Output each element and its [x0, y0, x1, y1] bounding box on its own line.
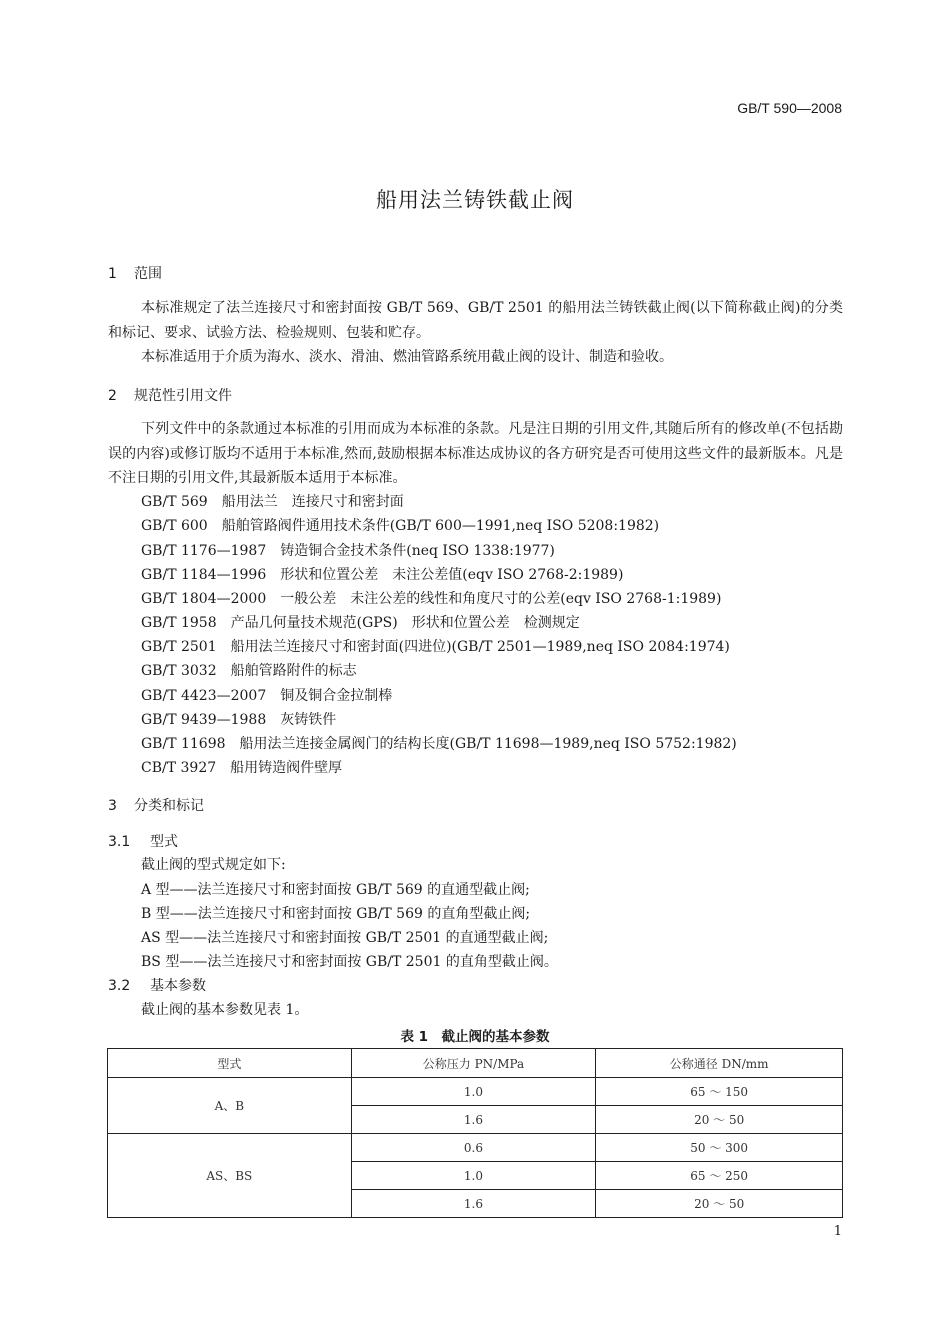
table-cell: 1.0: [351, 1162, 596, 1190]
type-line: BS 型——法兰连接尺寸和密封面按 GB/T 2501 的直角型截止阀。: [141, 954, 558, 970]
table-cell: 1.6: [351, 1190, 596, 1218]
table-cell: 65 ～ 250: [596, 1162, 843, 1190]
table-cell: 20 ～ 50: [596, 1106, 843, 1134]
table-cell-type: A、B: [108, 1078, 352, 1134]
document-title: 船用法兰铸铁截止阀: [376, 188, 574, 212]
reference-item: GB/T 4423—2007 铜及铜合金拉制棒: [141, 688, 393, 704]
reference-item: GB/T 1804—2000 一般公差 未注公差的线性和角度尺寸的公差(eqv ISO 2768-1:1989): [141, 591, 722, 607]
reference-item: CB/T 3927 船用铸造阀件壁厚: [141, 760, 343, 776]
reference-item: GB/T 569 船用法兰 连接尺寸和密封面: [141, 494, 404, 510]
section-3-2-heading: 3.2 基本参数: [108, 978, 206, 994]
reference-item: GB/T 3032 船舶管路附件的标志: [141, 663, 357, 679]
table-header-cell: 公称压力 PN/MPa: [351, 1049, 596, 1078]
section-2-heading: 2 规范性引用文件: [108, 388, 232, 404]
table-header-row: [108, 1049, 843, 1078]
reference-item: GB/T 1958 产品几何量技术规范(GPS) 形状和位置公差 检测规定: [141, 615, 580, 631]
page-number: 1: [833, 1224, 842, 1239]
table-cell: 1.6: [351, 1106, 596, 1134]
table-row: [108, 1134, 843, 1162]
section-3-heading: 3 分类和标记: [108, 798, 204, 814]
reference-item: GB/T 9439—1988 灰铸铁件: [141, 712, 337, 728]
type-line: B 型——法兰连接尺寸和密封面按 GB/T 569 的直角型截止阀;: [141, 906, 531, 922]
type-line: A 型——法兰连接尺寸和密封面按 GB/T 569 的直通型截止阀;: [141, 882, 530, 898]
section-3-1-heading: 3.1 型式: [108, 834, 178, 850]
section-3-2-text: 截止阀的基本参数见表 1。: [141, 1002, 309, 1018]
section-2-paragraph-1: 下列文件中的条款通过本标准的引用而成为本标准的条款。凡是注日期的引用文件,其随后所有的修改单(不包括勘误的内容)或修订版均不适用于本标准,然而,鼓励根据本标准达成协议的各方研究是否可使用这些文件的最新版本。凡是不注日期的引用文件,其最新版本适用于本标准。: [108, 421, 843, 486]
reference-item: GB/T 2501 船用法兰连接尺寸和密封面(四进位)(GB/T 2501—1989,neq ISO 2084:1974): [141, 639, 730, 655]
table-cell: 65 ～ 150: [596, 1078, 843, 1106]
standard-code: GB/T 590—2008: [737, 100, 842, 116]
table-cell: 20 ～ 50: [596, 1190, 843, 1218]
type-line: AS 型——法兰连接尺寸和密封面按 GB/T 2501 的直通型截止阀;: [141, 930, 549, 946]
table-caption: 表 1 截止阀的基本参数: [400, 1029, 550, 1045]
table-header-cell: 型式: [108, 1049, 352, 1078]
table-cell: 0.6: [351, 1134, 596, 1162]
table-header-cell: 公称通径 DN/mm: [596, 1049, 843, 1078]
reference-item: GB/T 11698 船用法兰连接金属阀门的结构长度(GB/T 11698—1989,neq ISO 5752:1982): [141, 736, 737, 752]
section-1-paragraph-2: 本标准适用于介质为海水、淡水、滑油、燃油管路系统用截止阀的设计、制造和验收。: [141, 349, 673, 365]
reference-item: GB/T 600 船舶管路阀件通用技术条件(GB/T 600—1991,neq ISO 5208:1982): [141, 518, 660, 534]
type-line: 截止阀的型式规定如下:: [141, 857, 286, 873]
table-cell: 50 ～ 300: [596, 1134, 843, 1162]
table-cell-type: AS、BS: [108, 1134, 352, 1218]
reference-item: GB/T 1176—1987 铸造铜合金技术条件(neq ISO 1338:1977): [141, 543, 555, 559]
table-row: [108, 1078, 843, 1106]
parameters-table: [107, 1048, 843, 1218]
reference-item: GB/T 1184—1996 形状和位置公差 未注公差值(eqv ISO 2768-2:1989): [141, 567, 624, 583]
section-1-paragraph-1: 本标准规定了法兰连接尺寸和密封面按 GB/T 569、GB/T 2501 的船用法兰铸铁截止阀(以下简称截止阀)的分类和标记、要求、试验方法、检验规则、包装和贮存。: [108, 300, 843, 341]
section-1-heading: 1 范围: [108, 266, 162, 282]
table-cell: 1.0: [351, 1078, 596, 1106]
